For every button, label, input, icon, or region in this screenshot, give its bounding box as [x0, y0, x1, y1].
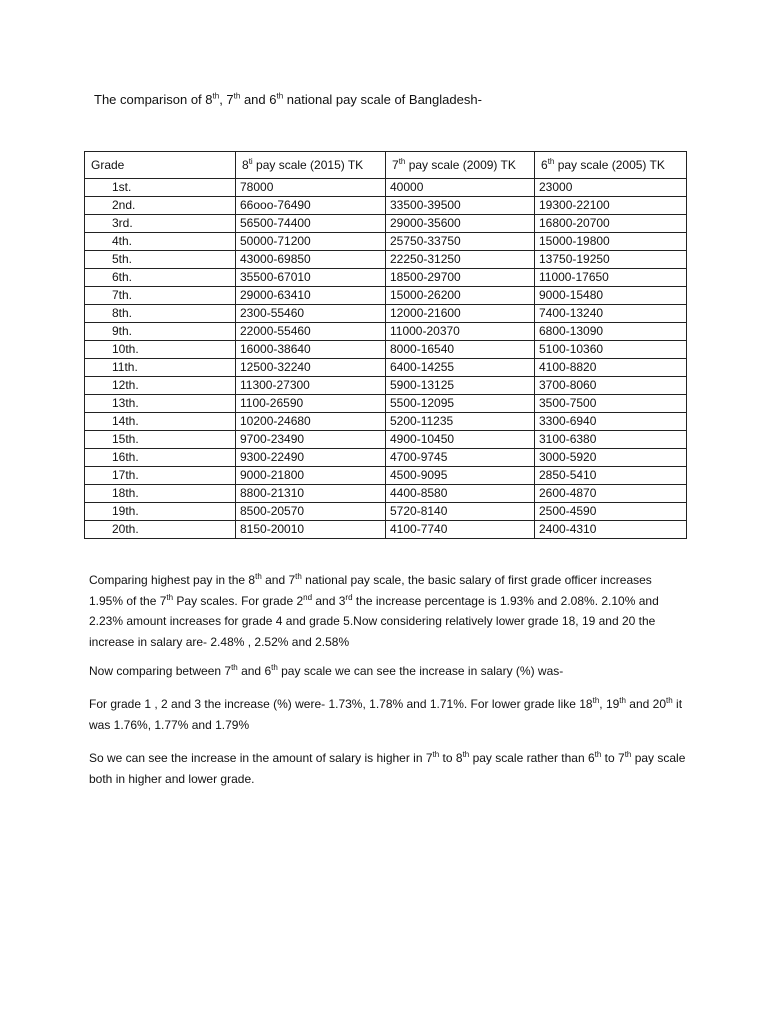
scale-8th-cell: 78000	[236, 179, 386, 197]
scale-8th-cell: 8150-20010	[236, 521, 386, 539]
grade-cell: 7th.	[85, 287, 236, 305]
paragraph-sup: rd	[345, 592, 353, 602]
scale-6th-cell: 2600-4870	[535, 485, 687, 503]
scale-7th-cell: 5900-13125	[386, 377, 535, 395]
scale-7th-cell: 18500-29700	[386, 269, 535, 287]
document-title	[94, 92, 482, 107]
paragraph-text: For grade 1 , 2 and 3 the increase (%) were- 1.73%, 1.78% and 1.71%. For lower grade like 18	[89, 697, 593, 711]
table-row	[85, 431, 687, 449]
paragraph-8th-vs-7th	[89, 570, 689, 652]
scale-6th-cell: 11000-17650	[535, 269, 687, 287]
scale-7th-cell: 15000-26200	[386, 287, 535, 305]
scale-8th-cell: 11300-27300	[236, 377, 386, 395]
scale-7th-cell: 4900-10450	[386, 431, 535, 449]
table-row	[85, 503, 687, 521]
title-text: The comparison of 8	[94, 92, 213, 107]
grade-cell: 17th.	[85, 467, 236, 485]
scale-8th-cell: 50000-71200	[236, 233, 386, 251]
paragraph-text: it was 1.76%, 1.77% and 1.79%	[89, 697, 683, 732]
paragraph-text: pay scale we can see the increase in salary (%) was-	[277, 664, 564, 678]
scale-8th-cell: 43000-69850	[236, 251, 386, 269]
table-row	[85, 305, 687, 323]
paragraph-sup: th	[255, 572, 262, 581]
table-row	[85, 485, 687, 503]
scale-8th-cell: 1100-26590	[236, 395, 386, 413]
grade-cell: 5th.	[85, 251, 236, 269]
scale-8th-cell: 2300-55460	[236, 305, 386, 323]
paragraph-text: So we can see the increase in the amount of salary is higher in 7	[89, 751, 433, 765]
grade-cell: 10th.	[85, 341, 236, 359]
header-6th-scale	[535, 152, 687, 179]
scale-6th-cell: 4100-8820	[535, 359, 687, 377]
scale-6th-cell: 2850-5410	[535, 467, 687, 485]
paragraph-sup: th	[666, 696, 673, 705]
scale-8th-cell: 8500-20570	[236, 503, 386, 521]
grade-cell: 8th.	[85, 305, 236, 323]
paragraph-text: Pay scales. For grade 2	[173, 593, 304, 608]
scale-8th-cell: 10200-24680	[236, 413, 386, 431]
header-sup: th	[547, 157, 555, 166]
table-row	[85, 359, 687, 377]
paragraph-text: Comparing highest pay in the 8	[89, 573, 256, 587]
grade-cell: 11th.	[85, 359, 236, 377]
paragraph-sup: th	[624, 750, 632, 759]
paragraph-text: to 8	[439, 751, 463, 765]
table-row	[85, 449, 687, 467]
scale-8th-cell: 35500-67010	[236, 269, 386, 287]
scale-7th-cell: 40000	[386, 179, 535, 197]
scale-6th-cell: 3000-5920	[535, 449, 687, 467]
paragraph-text: and 20	[625, 697, 667, 711]
scale-8th-cell: 12500-32240	[236, 359, 386, 377]
scale-8th-cell: 9300-22490	[236, 449, 386, 467]
paragraph-text: national pay scale, the basic salary of first grade officer increases 1.95% of the 7	[89, 573, 652, 608]
scale-6th-cell: 2400-4310	[535, 521, 687, 539]
table-row	[85, 251, 687, 269]
scale-6th-cell: 5100-10360	[535, 341, 687, 359]
header-sup: ti	[248, 157, 253, 166]
scale-8th-cell: 56500-74400	[236, 215, 386, 233]
table-row	[85, 287, 687, 305]
paragraph-7th-vs-6th-values	[89, 694, 689, 735]
scale-7th-cell: 33500-39500	[386, 197, 535, 215]
scale-7th-cell: 5720-8140	[386, 503, 535, 521]
scale-8th-cell: 16000-38640	[236, 341, 386, 359]
scale-8th-cell: 66ooo-76490	[236, 197, 386, 215]
scale-6th-cell: 3300-6940	[535, 413, 687, 431]
table-row	[85, 467, 687, 485]
scale-7th-cell: 4100-7740	[386, 521, 535, 539]
scale-7th-cell: 4400-8580	[386, 485, 535, 503]
table-row	[85, 233, 687, 251]
table-row	[85, 323, 687, 341]
paragraph-sup: th	[231, 663, 238, 672]
scale-6th-cell: 9000-15480	[535, 287, 687, 305]
grade-cell: 1st.	[85, 179, 236, 197]
scale-7th-cell: 5500-12095	[386, 395, 535, 413]
table-body	[85, 179, 687, 539]
paragraph-sup: th	[432, 750, 440, 759]
scale-7th-cell: 29000-35600	[386, 215, 535, 233]
paragraph-sup: th	[295, 572, 302, 581]
paragraph-sup: th	[619, 696, 626, 705]
scale-7th-cell: 25750-33750	[386, 233, 535, 251]
header-text: 8	[242, 158, 249, 172]
table-row	[85, 341, 687, 359]
scale-7th-cell: 22250-31250	[386, 251, 535, 269]
grade-cell: 13th.	[85, 395, 236, 413]
paragraph-sup: th	[462, 750, 470, 759]
table-row	[85, 215, 687, 233]
scale-6th-cell: 3500-7500	[535, 395, 687, 413]
scale-6th-cell: 3100-6380	[535, 431, 687, 449]
header-text: pay scale (2005) TK	[554, 158, 665, 172]
paragraph-conclusion	[89, 748, 689, 789]
scale-7th-cell: 11000-20370	[386, 323, 535, 341]
table-row	[85, 395, 687, 413]
grade-cell: 4th.	[85, 233, 236, 251]
header-text: 7	[392, 158, 399, 172]
scale-8th-cell: 9700-23490	[236, 431, 386, 449]
title-sup: th	[212, 91, 220, 101]
scale-7th-cell: 4700-9745	[386, 449, 535, 467]
scale-6th-cell: 13750-19250	[535, 251, 687, 269]
grade-cell: 20th.	[85, 521, 236, 539]
header-sup: th	[398, 157, 406, 166]
table-row	[85, 521, 687, 539]
paragraph-text: and 6	[237, 664, 272, 678]
grade-cell: 3rd.	[85, 215, 236, 233]
header-text: pay scale (2015) TK	[252, 158, 364, 172]
paragraph-sup: th	[594, 750, 602, 759]
table-row	[85, 197, 687, 215]
title-text: and 6	[240, 92, 277, 107]
grade-cell: 2nd.	[85, 197, 236, 215]
title-sup: th	[276, 91, 284, 101]
header-7th-scale	[386, 152, 535, 179]
grade-cell: 15th.	[85, 431, 236, 449]
paragraph-sup: th	[166, 592, 174, 602]
scale-6th-cell: 16800-20700	[535, 215, 687, 233]
paragraph-text: and 3	[312, 593, 346, 608]
header-text: 6	[541, 158, 548, 172]
paragraph-sup: nd	[303, 592, 313, 602]
scale-8th-cell: 29000-63410	[236, 287, 386, 305]
grade-cell: 14th.	[85, 413, 236, 431]
scale-7th-cell: 4500-9095	[386, 467, 535, 485]
paragraph-text: and 7	[261, 573, 296, 587]
header-grade: Grade	[85, 152, 236, 179]
table-row	[85, 179, 687, 197]
scale-8th-cell: 22000-55460	[236, 323, 386, 341]
scale-6th-cell: 3700-8060	[535, 377, 687, 395]
table-row	[85, 413, 687, 431]
paragraph-text: to 7	[601, 751, 625, 765]
paragraph-7th-vs-6th-intro	[89, 661, 689, 682]
header-8th-scale	[236, 152, 386, 179]
scale-6th-cell: 7400-13240	[535, 305, 687, 323]
scale-7th-cell: 6400-14255	[386, 359, 535, 377]
header-text: pay scale (2009) TK	[405, 158, 516, 172]
grade-cell: 12th.	[85, 377, 236, 395]
paragraph-text: pay scale rather than 6	[469, 751, 595, 765]
scale-6th-cell: 15000-19800	[535, 233, 687, 251]
scale-6th-cell: 23000	[535, 179, 687, 197]
paragraph-sup: th	[592, 696, 600, 705]
title-sup: th	[233, 91, 241, 101]
scale-7th-cell: 8000-16540	[386, 341, 535, 359]
grade-cell: 19th.	[85, 503, 236, 521]
paragraph-sup: th	[271, 663, 278, 672]
table-header-row	[85, 152, 687, 179]
scale-7th-cell: 12000-21600	[386, 305, 535, 323]
paragraph-text: pay scale both in higher and lower grade.	[89, 751, 686, 786]
grade-cell: 18th.	[85, 485, 236, 503]
title-text: national pay scale of Bangladesh-	[283, 92, 482, 107]
table-row	[85, 269, 687, 287]
scale-6th-cell: 2500-4590	[535, 503, 687, 521]
scale-7th-cell: 5200-11235	[386, 413, 535, 431]
paragraph-text: , 19	[599, 697, 620, 711]
title-text: , 7	[219, 92, 234, 107]
scale-6th-cell: 19300-22100	[535, 197, 687, 215]
scale-6th-cell: 6800-13090	[535, 323, 687, 341]
paragraph-text: the increase percentage is 1.93% and 2.08%. 2.10% and 2.23% amount increases for grade 4 and grade 5.Now considering relatively lower grade 18, 19 and 20 the increase in salary are- 2.48% , 2.52% and 2.58%	[89, 593, 659, 649]
pay-scale-table	[84, 151, 687, 539]
paragraph-text: Now comparing between 7	[89, 664, 232, 678]
scale-8th-cell: 9000-21800	[236, 467, 386, 485]
scale-8th-cell: 8800-21310	[236, 485, 386, 503]
grade-cell: 6th.	[85, 269, 236, 287]
grade-cell: 16th.	[85, 449, 236, 467]
grade-cell: 9th.	[85, 323, 236, 341]
table-row	[85, 377, 687, 395]
